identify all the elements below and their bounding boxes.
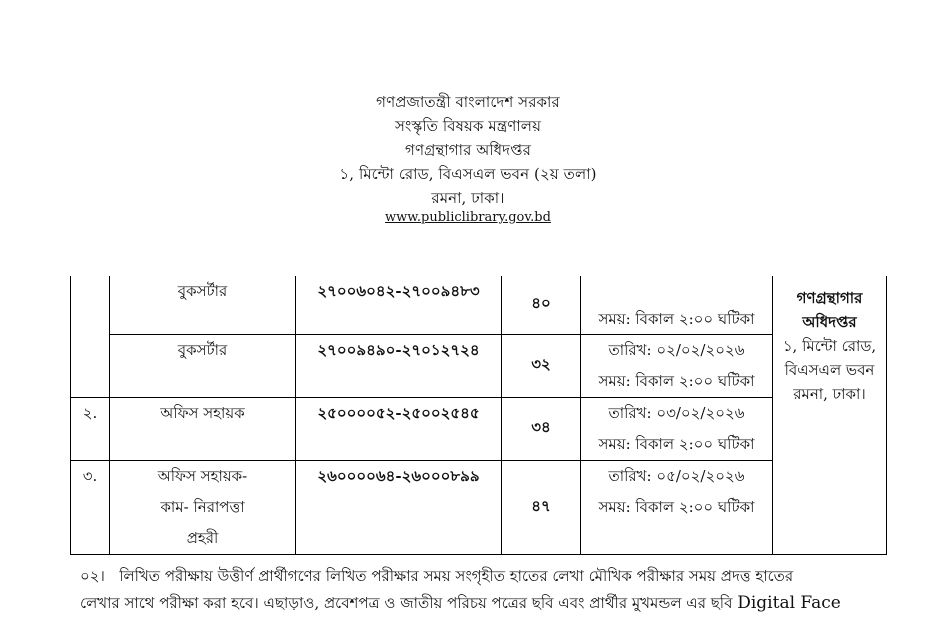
- ministry-name: সংস্কৃতি বিষয়ক মন্ত্রণালয়: [394, 117, 542, 135]
- roll-range-cell: ২৭০০৯৪৯০-২৭০১২৭২৪: [296, 334, 502, 397]
- venue-address-1: ১, মিন্টো রোড,: [782, 337, 877, 355]
- candidate-count-cell: ৪০: [502, 276, 581, 334]
- table-row: [71, 397, 887, 460]
- post-cell: অফিস সহায়ক: [110, 397, 296, 460]
- department-name: গণগ্রন্থাগার অধিদপ্তর: [405, 141, 531, 159]
- website-link[interactable]: www.publiclibrary.gov.bd: [385, 210, 551, 225]
- schedule-cell: তারিখ: ০৩/০২/২০২৬ সময়: বিকাল ২:০০ ঘটিকা: [581, 397, 773, 460]
- candidate-count-cell: ৪৭: [502, 460, 581, 554]
- serial-cell: ৩.: [71, 460, 110, 554]
- govt-name: গণপ্রজাতন্ত্রী বাংলাদেশ সরকার: [376, 93, 560, 111]
- venue-address-2: বিএসএল ভবন: [784, 361, 875, 379]
- paragraph-line-1: ০২। লিখিত পরীক্ষায় উত্তীর্ণ প্রার্থীগণের লিখিত পরীক্ষার সময় সংগৃহীত হাতের লেখা মৌখিক পরীক্ষার সময় প্রদত্ত হাতের: [80, 567, 794, 585]
- table-row: [71, 334, 887, 397]
- roll-range-cell: ২৬০০০০৬৪-২৬০০০৮৯৯: [296, 460, 502, 554]
- roll-range-cell: ২৫০০০০৫২-২৫০০২৫৪৫: [296, 397, 502, 460]
- table-row: [71, 276, 887, 334]
- document-header: [0, 90, 936, 227]
- paragraph-number: ০২।: [80, 567, 105, 585]
- post-cell: বুকসর্টার: [110, 334, 296, 397]
- table-row: [71, 460, 887, 554]
- address-line: ১, মিন্টো রোড, বিএসএল ভবন (২য় তলা): [339, 165, 597, 183]
- post-cell: অফিস সহায়ক- কাম- নিরাপত্তা প্রহরী: [110, 460, 296, 554]
- candidate-count-cell: ৩৪: [502, 397, 581, 460]
- serial-cell: [71, 276, 110, 397]
- schedule-cell: সময়: বিকাল ২:০০ ঘটিকা: [581, 276, 773, 334]
- post-cell: বুকসর্টার: [110, 276, 296, 334]
- venue-address-3: রমনা, ঢাকা।: [793, 385, 866, 403]
- schedule-cell: তারিখ: ০২/০২/২০২৬ সময়: বিকাল ২:০০ ঘটিকা: [581, 334, 773, 397]
- serial-cell: ২.: [71, 397, 110, 460]
- instruction-paragraph: [80, 563, 870, 617]
- paragraph-line-2: লেখার সাথে পরীক্ষা করা হবে। এছাড়াও, প্রবেশপত্র ও জাতীয় পরিচয় পত্রের ছবি এবং প্রার্থীর মুখমন্ডল এর ছবি Digital Face: [80, 593, 841, 613]
- venue-cell: [773, 276, 887, 554]
- city-line: রমনা, ঢাকা।: [431, 189, 505, 207]
- exam-schedule-table: [70, 276, 887, 555]
- roll-range-cell: ২৭০০৬০৪২-২৭০০৯৪৮৩: [296, 276, 502, 334]
- venue-name: গণগ্রন্থাগার অধিদপ্তর: [796, 289, 863, 331]
- schedule-cell: তারিখ: ০৫/০২/২০২৬ সময়: বিকাল ২:০০ ঘটিকা: [581, 460, 773, 554]
- candidate-count-cell: ৩২: [502, 334, 581, 397]
